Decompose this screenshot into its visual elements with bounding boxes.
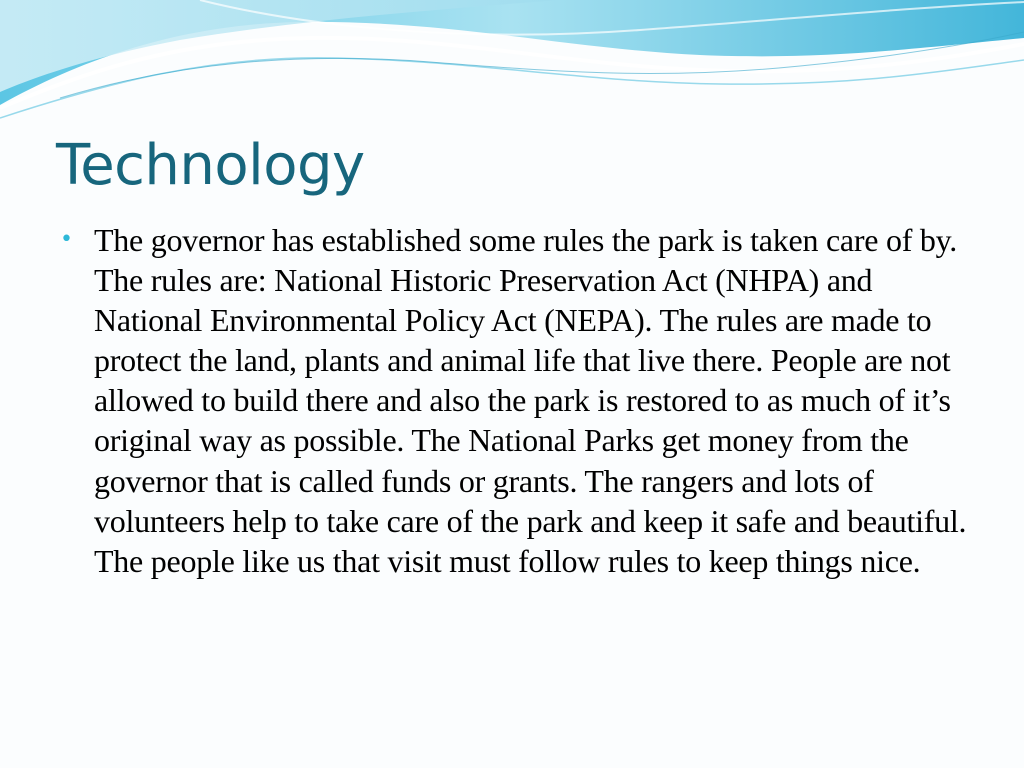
- bullet-text: The governor has established some rules the park is taken care of by. The rules are: National Historic Preservation Act (NHPA) and National Environmental Policy Act (NEPA). The rules are made to protect the land, plants and animal life that live there. People are not allowed to build there and also the park is restored to as much of it’s original way as possible. The National Parks get money from the governor that is called funds or grants. The rangers and lots of volunteers help to take care of the park and keep it safe and beautiful. The people like us that visit must follow rules to keep things nice.: [94, 222, 967, 579]
- slide-body: [58, 220, 972, 581]
- bullet-list: [58, 220, 972, 581]
- bullet-dot-icon: •: [60, 227, 73, 252]
- bullet-item: [58, 220, 972, 581]
- slide-title: Technology: [56, 133, 365, 198]
